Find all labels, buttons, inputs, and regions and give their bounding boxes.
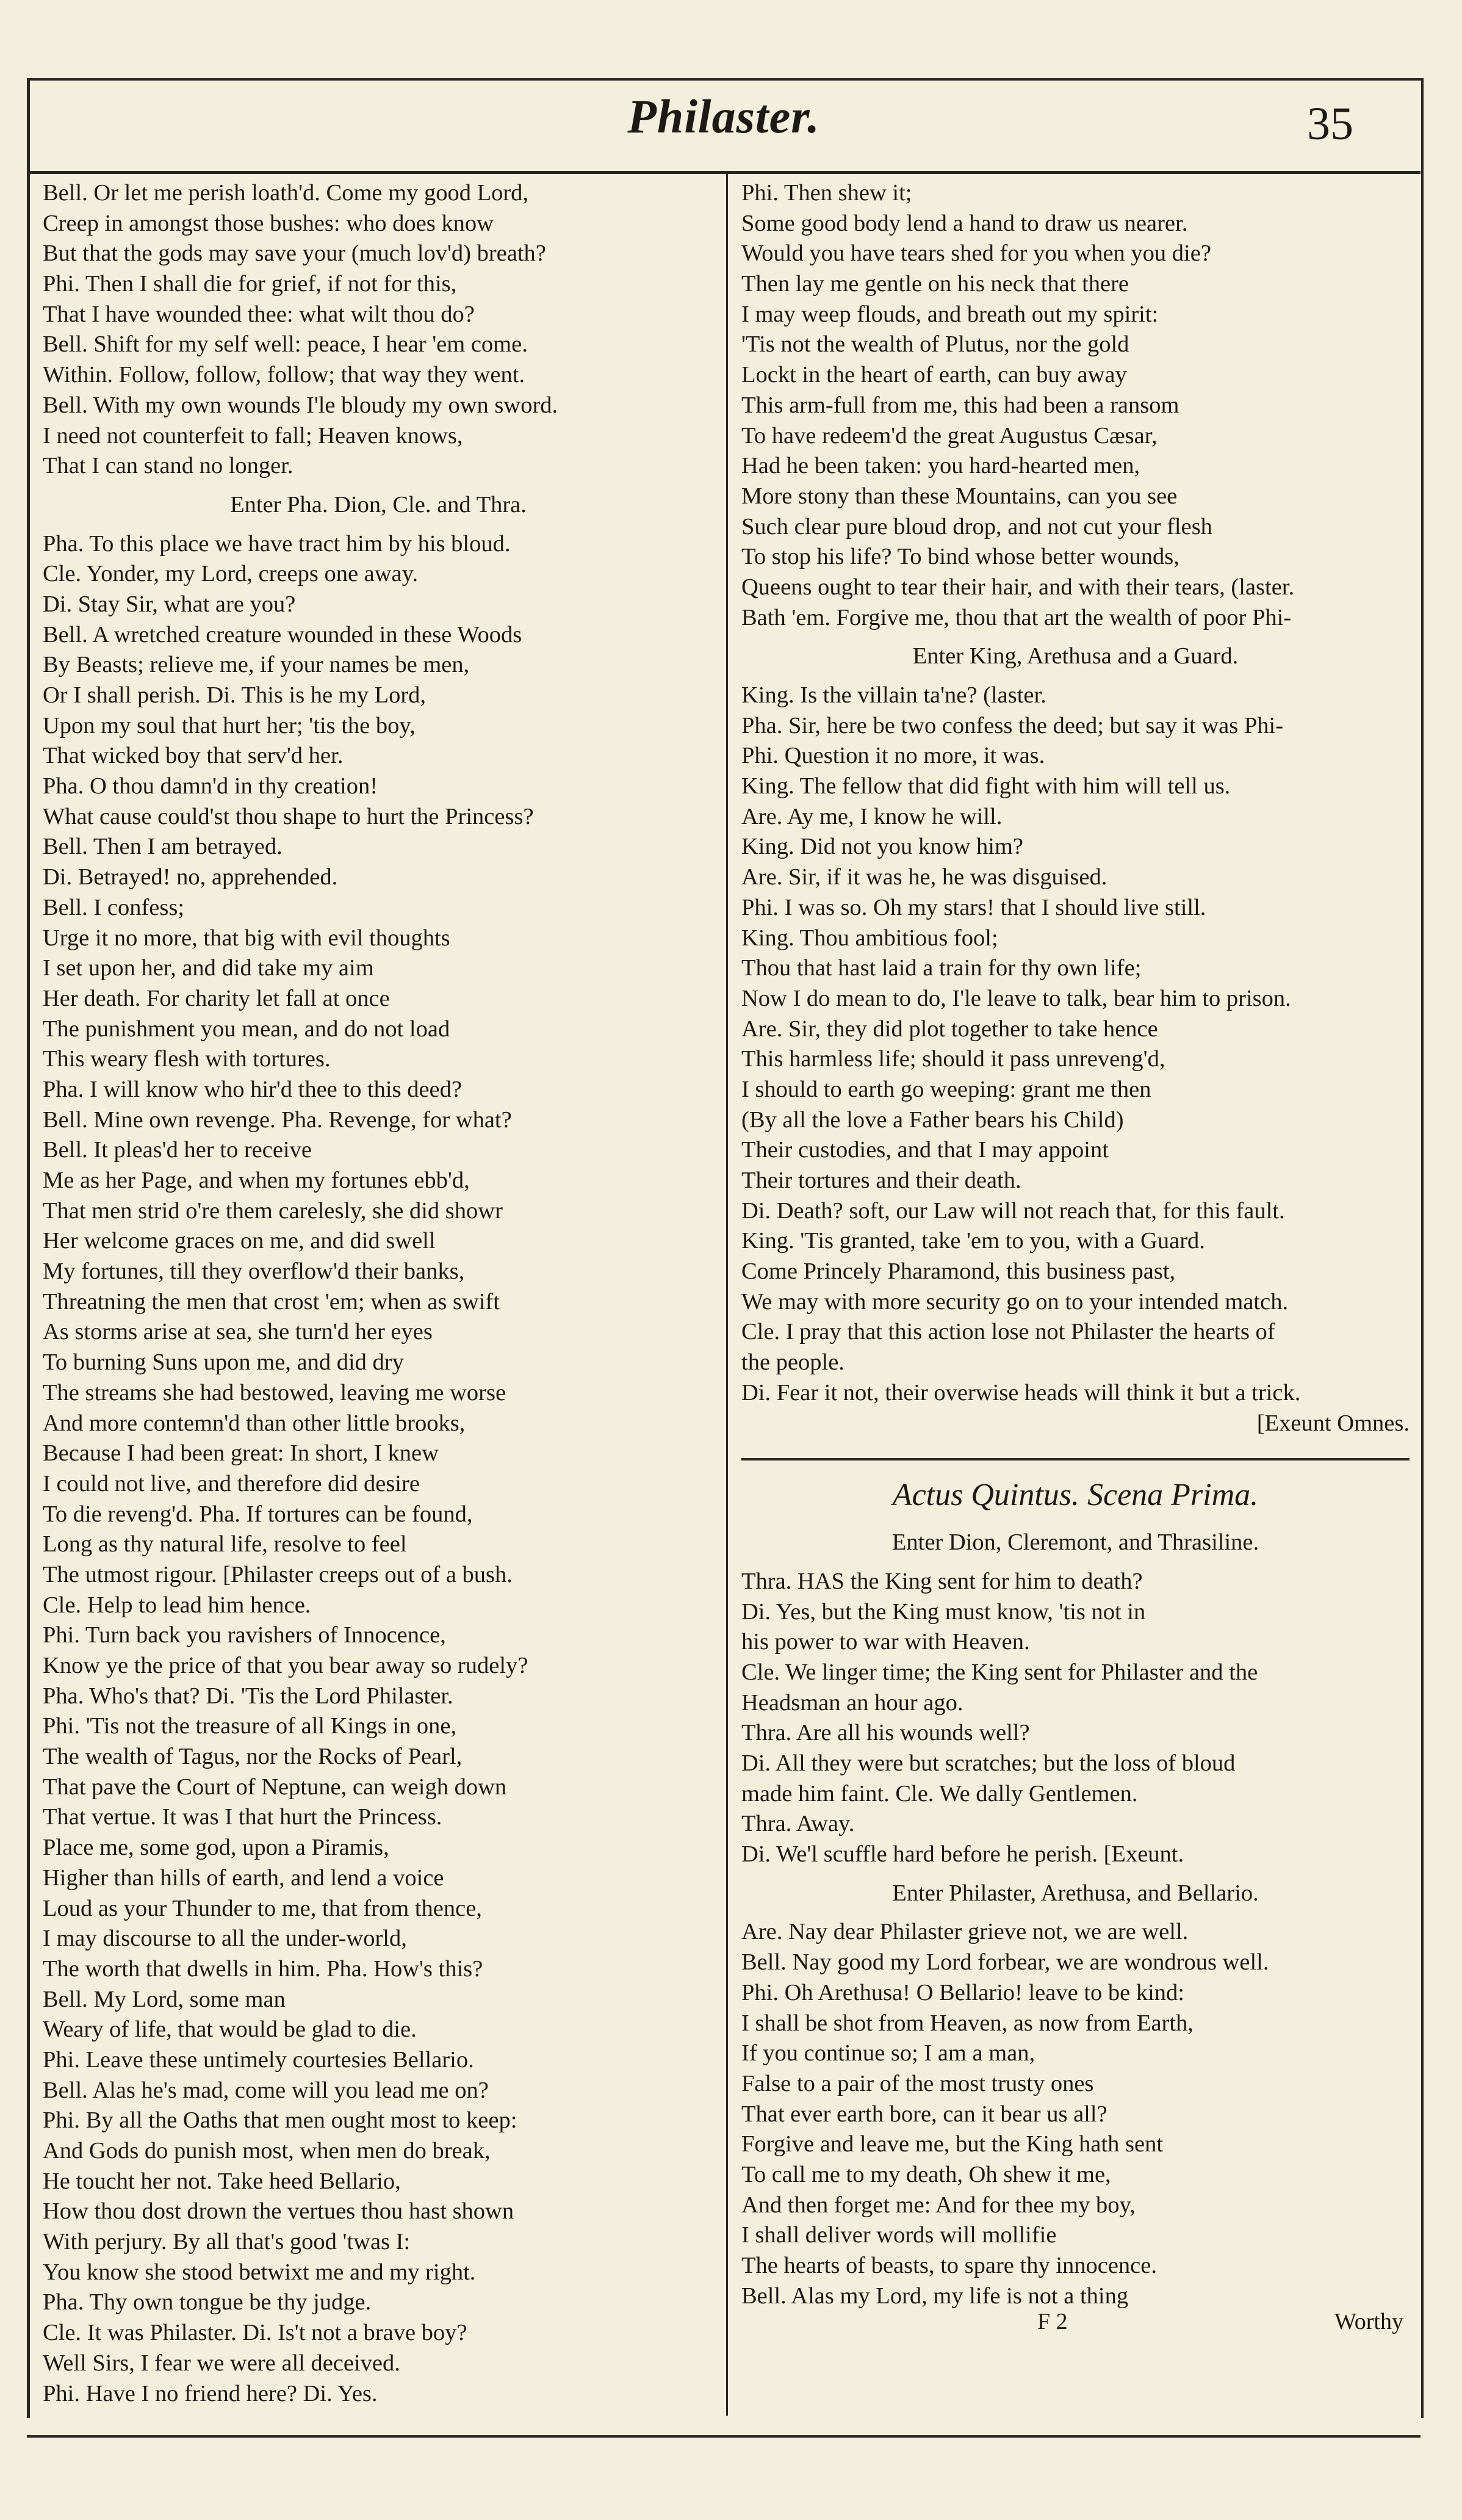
column-divider — [726, 172, 728, 2416]
text-line: Pha. Thy own tongue be thy judge. — [43, 2289, 372, 2316]
text-line: Her welcome graces on me, and did swell — [43, 1228, 436, 1254]
text-line: Me as her Page, and when my fortunes ebb'd, — [43, 1168, 470, 1193]
text-line: Are. Sir, they did plot together to take hence — [741, 1016, 1158, 1042]
text-line: Bell. Nay good my Lord forbear, we are wondrous well. — [741, 1949, 1269, 1976]
text-line: We may with more security go on to your intended match. — [741, 1288, 1289, 1315]
text-line: Cle. Help to lead him hence. — [43, 1592, 311, 1618]
text-line: Bell. With my own wounds I'le bloudy my own sword. — [43, 392, 558, 418]
text-line: What cause could'st thou shape to hurt the Princess? — [43, 803, 534, 829]
text-line: To burning Suns upon me, and did dry — [43, 1349, 404, 1376]
text-line: Bell. Mine own revenge. Pha. Revenge, for what? — [43, 1107, 512, 1133]
text-line: I may weep flouds, and breath out my spirit: — [741, 301, 1159, 327]
text-line: Di. Yes, but the King must know, 'tis not in — [741, 1598, 1146, 1625]
text-line: Pha. To this place we have tract him by his bloud. — [43, 530, 511, 557]
text-line: Are. Nay dear Philaster grieve not, we are well. — [741, 1919, 1189, 1945]
text-line: Pha. O thou damn'd in thy creation! — [43, 773, 378, 800]
text-line: Such clear pure bloud drop, and not cut your flesh — [741, 513, 1212, 540]
text-line: Queens ought to tear their hair, and with their tears, (laster. — [741, 574, 1295, 600]
text-line: Lockt in the heart of earth, can buy away — [741, 362, 1127, 388]
text-line: My fortunes, till they overflow'd their banks, — [43, 1258, 465, 1285]
text-line: King. Is the villain ta'ne? (laster. — [741, 682, 1046, 708]
text-line: Cle. We linger time; the King sent for Philaster and the — [741, 1659, 1258, 1685]
text-line: Then lay me gentle on his neck that there — [741, 271, 1129, 297]
text-line: Bell. A wretched creature wounded in these Woods — [43, 621, 522, 648]
text-line: That ever earth bore, can it bear us all? — [741, 2101, 1107, 2127]
text-line: The worth that dwells in him. Pha. How's this? — [43, 1955, 483, 1982]
text-line: Di. Fear it not, their overwise heads will think it but a trick. — [741, 1379, 1301, 1406]
text-line: Bath 'em. Forgive me, thou that art the wealth of poor Phi- — [741, 604, 1292, 630]
text-line: Thou that hast laid a train for thy own life; — [741, 955, 1142, 981]
text-line: This harmless life; should it pass unreveng'd, — [741, 1046, 1165, 1072]
text-line: Upon my soul that hurt her; 'tis the boy, — [43, 712, 416, 738]
text-line: Are. Ay me, I know he will. — [741, 803, 1003, 829]
page-number: 35 — [1307, 98, 1353, 150]
line-spacer — [741, 1519, 1410, 1528]
text-line: I set upon her, and did take my aim — [43, 955, 374, 981]
text-line: The punishment you mean, and do not load — [43, 1016, 450, 1042]
text-line: Phi. Then shew it; — [741, 180, 912, 206]
text-line: Cle. I pray that this action lose not Philaster the hearts of — [741, 1319, 1275, 1345]
text-line: I need not counterfeit to fall; Heaven knows, — [43, 422, 463, 449]
text-line: King. The fellow that did fight with him will tell us. — [741, 773, 1231, 800]
text-line: Would you have tears shed for you when you die? — [741, 240, 1211, 267]
text-line: As storms arise at sea, she turn'd her eyes — [43, 1319, 433, 1345]
right-column — [741, 178, 1410, 2311]
text-line: Bell. Shift for my self well: peace, I hear 'em come. — [43, 331, 528, 358]
text-line: Phi. Oh Arethusa! O Bellario! leave to be kind: — [741, 1979, 1184, 2006]
bottom-rule — [27, 2435, 1421, 2438]
text-line: 'Tis not the wealth of Plutus, nor the gold — [741, 331, 1129, 358]
text-line: Forgive and leave me, but the King hath sent — [741, 2131, 1164, 2157]
text-line: He toucht her not. Take heed Bellario, — [43, 2168, 401, 2194]
running-head: Philaster. — [627, 90, 820, 143]
text-line: King. Thou ambitious fool; — [741, 925, 998, 951]
text-line: Phi. Have I no friend here? Di. Yes. — [43, 2380, 378, 2406]
text-line: The utmost rigour. [Philaster creeps out of a bush. — [43, 1561, 513, 1587]
section-rule — [741, 1447, 1410, 1471]
line-spacer — [741, 1908, 1410, 1917]
text-line: Phi. Question it no more, it was. — [741, 743, 1045, 769]
line-spacer — [741, 1870, 1410, 1879]
signature-mark: F 2 — [1037, 2309, 1068, 2334]
text-line: the people. — [741, 1349, 844, 1376]
catchword: Worthy — [1334, 2309, 1403, 2334]
text-line: Because I had been great: In short, I knew — [43, 1440, 439, 1467]
text-line: That wicked boy that serv'd her. — [43, 743, 344, 769]
text-line: I shall deliver words will mollifie — [741, 2222, 1057, 2248]
text-line: That men strid o're them carelesly, she did showr — [43, 1197, 503, 1224]
text-line: King. 'Tis granted, take 'em to you, with a Guard. — [741, 1228, 1205, 1254]
text-line: How thou dost drown the vertues thou hast shown — [43, 2198, 514, 2225]
text-line: King. Did not you know him? — [741, 834, 1023, 860]
text-line: Phi. By all the Oaths that men ought most to keep: — [43, 2107, 517, 2134]
text-line: Phi. I was so. Oh my stars! that I should live still. — [741, 894, 1206, 920]
text-line: Know ye the price of that you bear away so rudely? — [43, 1653, 528, 1678]
text-line: Weary of life, that would be glad to die. — [43, 2016, 417, 2043]
text-line: I could not live, and therefore did desire — [43, 1470, 420, 1496]
text-line: Long as thy natural life, resolve to feel — [43, 1531, 407, 1558]
text-line: [Exeunt Omnes. — [1256, 1410, 1410, 1436]
text-line: Higher than hills of earth, and lend a voice — [43, 1865, 444, 1891]
text-line: Had he been taken: you hard-hearted men, — [741, 453, 1140, 479]
text-line: Pha. Who's that? Di. 'Tis the Lord Philaster. — [43, 1683, 453, 1709]
text-line: Phi. 'Tis not the treasure of all Kings in one, — [43, 1713, 457, 1739]
text-line: Now I do mean to do, I'le leave to talk, bear him to prison. — [741, 985, 1291, 1011]
text-line: Phi. Then I shall die for grief, if not for this, — [43, 271, 457, 297]
line-spacer — [741, 1439, 1410, 1447]
text-line: Phi. Leave these untimely courtesies Bellario. — [43, 2046, 474, 2073]
text-line: Come Princely Pharamond, this business past, — [741, 1258, 1176, 1285]
text-line: The wealth of Tagus, nor the Rocks of Pearl, — [43, 1744, 463, 1770]
text-line: Bell. Alas my Lord, my life is not a thing — [741, 2283, 1129, 2309]
text-line: Di. Death? soft, our Law will not reach that, for this fault. — [741, 1197, 1285, 1224]
line-spacer — [43, 482, 714, 490]
text-line: The streams she had bestowed, leaving me worse — [43, 1379, 506, 1406]
text-line: Loud as your Thunder to me, that from thence, — [43, 1895, 482, 1921]
text-line: To die reveng'd. Pha. If tortures can be found, — [43, 1501, 473, 1527]
text-line: False to a pair of the most trusty ones — [741, 2070, 1094, 2096]
text-line: I should to earth go weeping: grant me then — [741, 1076, 1151, 1102]
text-line: Are. Sir, if it was he, he was disguised. — [741, 864, 1107, 890]
text-line: And Gods do punish most, when men do break, — [43, 2138, 491, 2164]
text-line: This weary flesh with tortures. — [43, 1046, 331, 1072]
text-line: I may discourse to all the under-world, — [43, 1926, 407, 1952]
line-spacer — [741, 633, 1410, 641]
text-line: More stony than these Mountains, can you see — [741, 483, 1178, 509]
text-line: Di. Stay Sir, what are you? — [43, 591, 296, 617]
text-line: Di. All they were but scratches; but the loss of bloud — [741, 1750, 1236, 1776]
text-line: Thra. Away. — [741, 1811, 855, 1837]
text-line: Thra. Are all his wounds well? — [741, 1720, 1030, 1746]
text-line: Bell. I confess; — [43, 894, 185, 920]
text-line: Di. We'l scuffle hard before he perish. [Exeunt. — [741, 1841, 1184, 1868]
text-line: Place me, some god, upon a Piramis, — [43, 1835, 389, 1861]
text-line: Urge it no more, that big with evil thoughts — [43, 925, 450, 951]
text-line: Or I shall perish. Di. This is he my Lord, — [43, 682, 427, 708]
text-line: With perjury. By all that's good 'twas I: — [43, 2229, 411, 2255]
text-line: By Beasts; relieve me, if your names be men, — [43, 652, 470, 678]
page-header — [27, 79, 1421, 174]
text-line: Bell. My Lord, some man — [43, 1986, 286, 2012]
text-line: his power to war with Heaven. — [741, 1629, 1030, 1655]
text-line: Bell. Alas he's mad, come will you lead me on? — [43, 2077, 489, 2103]
text-line: That pave the Court of Neptune, can weigh down — [43, 1774, 507, 1800]
text-line: To stop his life? To bind whose better wounds, — [741, 544, 1179, 570]
text-line: Di. Betrayed! no, apprehended. — [43, 864, 338, 890]
text-line: That I can stand no longer. — [43, 453, 293, 479]
text-line: I shall be shot from Heaven, as now from Earth, — [741, 2010, 1194, 2036]
line-spacer — [741, 1558, 1410, 1567]
text-line: Bell. It pleas'd her to receive — [43, 1137, 312, 1163]
text-line: If you continue so; I am a man, — [741, 2040, 1035, 2067]
text-line: That I have wounded thee: what wilt thou do? — [43, 301, 475, 327]
text-line: Bell. Or let me perish loath'd. Come my good Lord, — [43, 180, 529, 206]
text-line: Some good body lend a hand to draw us nearer. — [741, 210, 1188, 236]
text-line: That vertue. It was I that hurt the Princess. — [43, 1804, 442, 1830]
text-line: Their custodies, and that I may appoint — [741, 1137, 1109, 1163]
text-line: And more contemn'd than other little brooks, — [43, 1410, 466, 1436]
text-line: Cle. It was Philaster. Di. Is't not a brave boy? — [43, 2320, 467, 2346]
text-line: Their tortures and their death. — [741, 1168, 1021, 1193]
text-line: Phi. Turn back you ravishers of Innocence, — [43, 1622, 446, 1648]
text-line: Thra. HAS the King sent for him to death? — [741, 1568, 1143, 1594]
text-line: Headsman an hour ago. — [741, 1689, 963, 1716]
text-line: Pha. I will know who hir'd thee to this deed? — [43, 1076, 462, 1102]
text-line: Pha. Sir, here be two confess the deed; but say it was Phi- — [741, 712, 1284, 738]
text-line: Enter Dion, Cleremont, and Thrasiline. — [891, 1529, 1259, 1556]
text-line: Within. Follow, follow, follow; that way they went. — [43, 362, 525, 388]
text-line: Enter Philaster, Arethusa, and Bellario. — [892, 1880, 1259, 1906]
text-line: (By all the love a Father bears his Child) — [741, 1107, 1124, 1133]
text-line: Creep in amongst those bushes: who does know — [43, 210, 494, 236]
text-line: Well Sirs, I fear we were all deceived. — [43, 2350, 400, 2376]
text-line: The hearts of beasts, to spare thy innocence. — [741, 2253, 1157, 2278]
text-line: Enter Pha. Dion, Cle. and Thra. — [230, 491, 527, 518]
text-line: Threatning the men that crost 'em; when as swift — [43, 1288, 500, 1315]
text-line: But that the gods may save your (much lov'd) breath? — [43, 240, 546, 267]
text-line: This arm-full from me, this had been a ransom — [741, 392, 1179, 418]
text-line: Cle. Yonder, my Lord, creeps one away. — [43, 561, 419, 587]
text-line: You know she stood betwixt me and my right. — [43, 2259, 476, 2285]
text-line: To have redeem'd the great Augustus Cæsar, — [741, 422, 1158, 449]
text-line: made him faint. Cle. We dally Gentlemen. — [741, 1780, 1138, 1807]
line-spacer — [43, 521, 714, 529]
left-column — [43, 178, 714, 2409]
text-line: Her death. For charity let fall at once — [43, 985, 390, 1011]
line-spacer — [741, 672, 1410, 681]
act-heading: Actus Quintus. Scena Prima. — [892, 1478, 1259, 1513]
text-line: And then forget me: And for thee my boy, — [741, 2192, 1136, 2218]
text-line: Bell. Then I am betrayed. — [43, 834, 283, 860]
text-line: Enter King, Arethusa and a Guard. — [912, 643, 1239, 670]
text-line: To call me to my death, Oh shew it me, — [741, 2161, 1111, 2187]
